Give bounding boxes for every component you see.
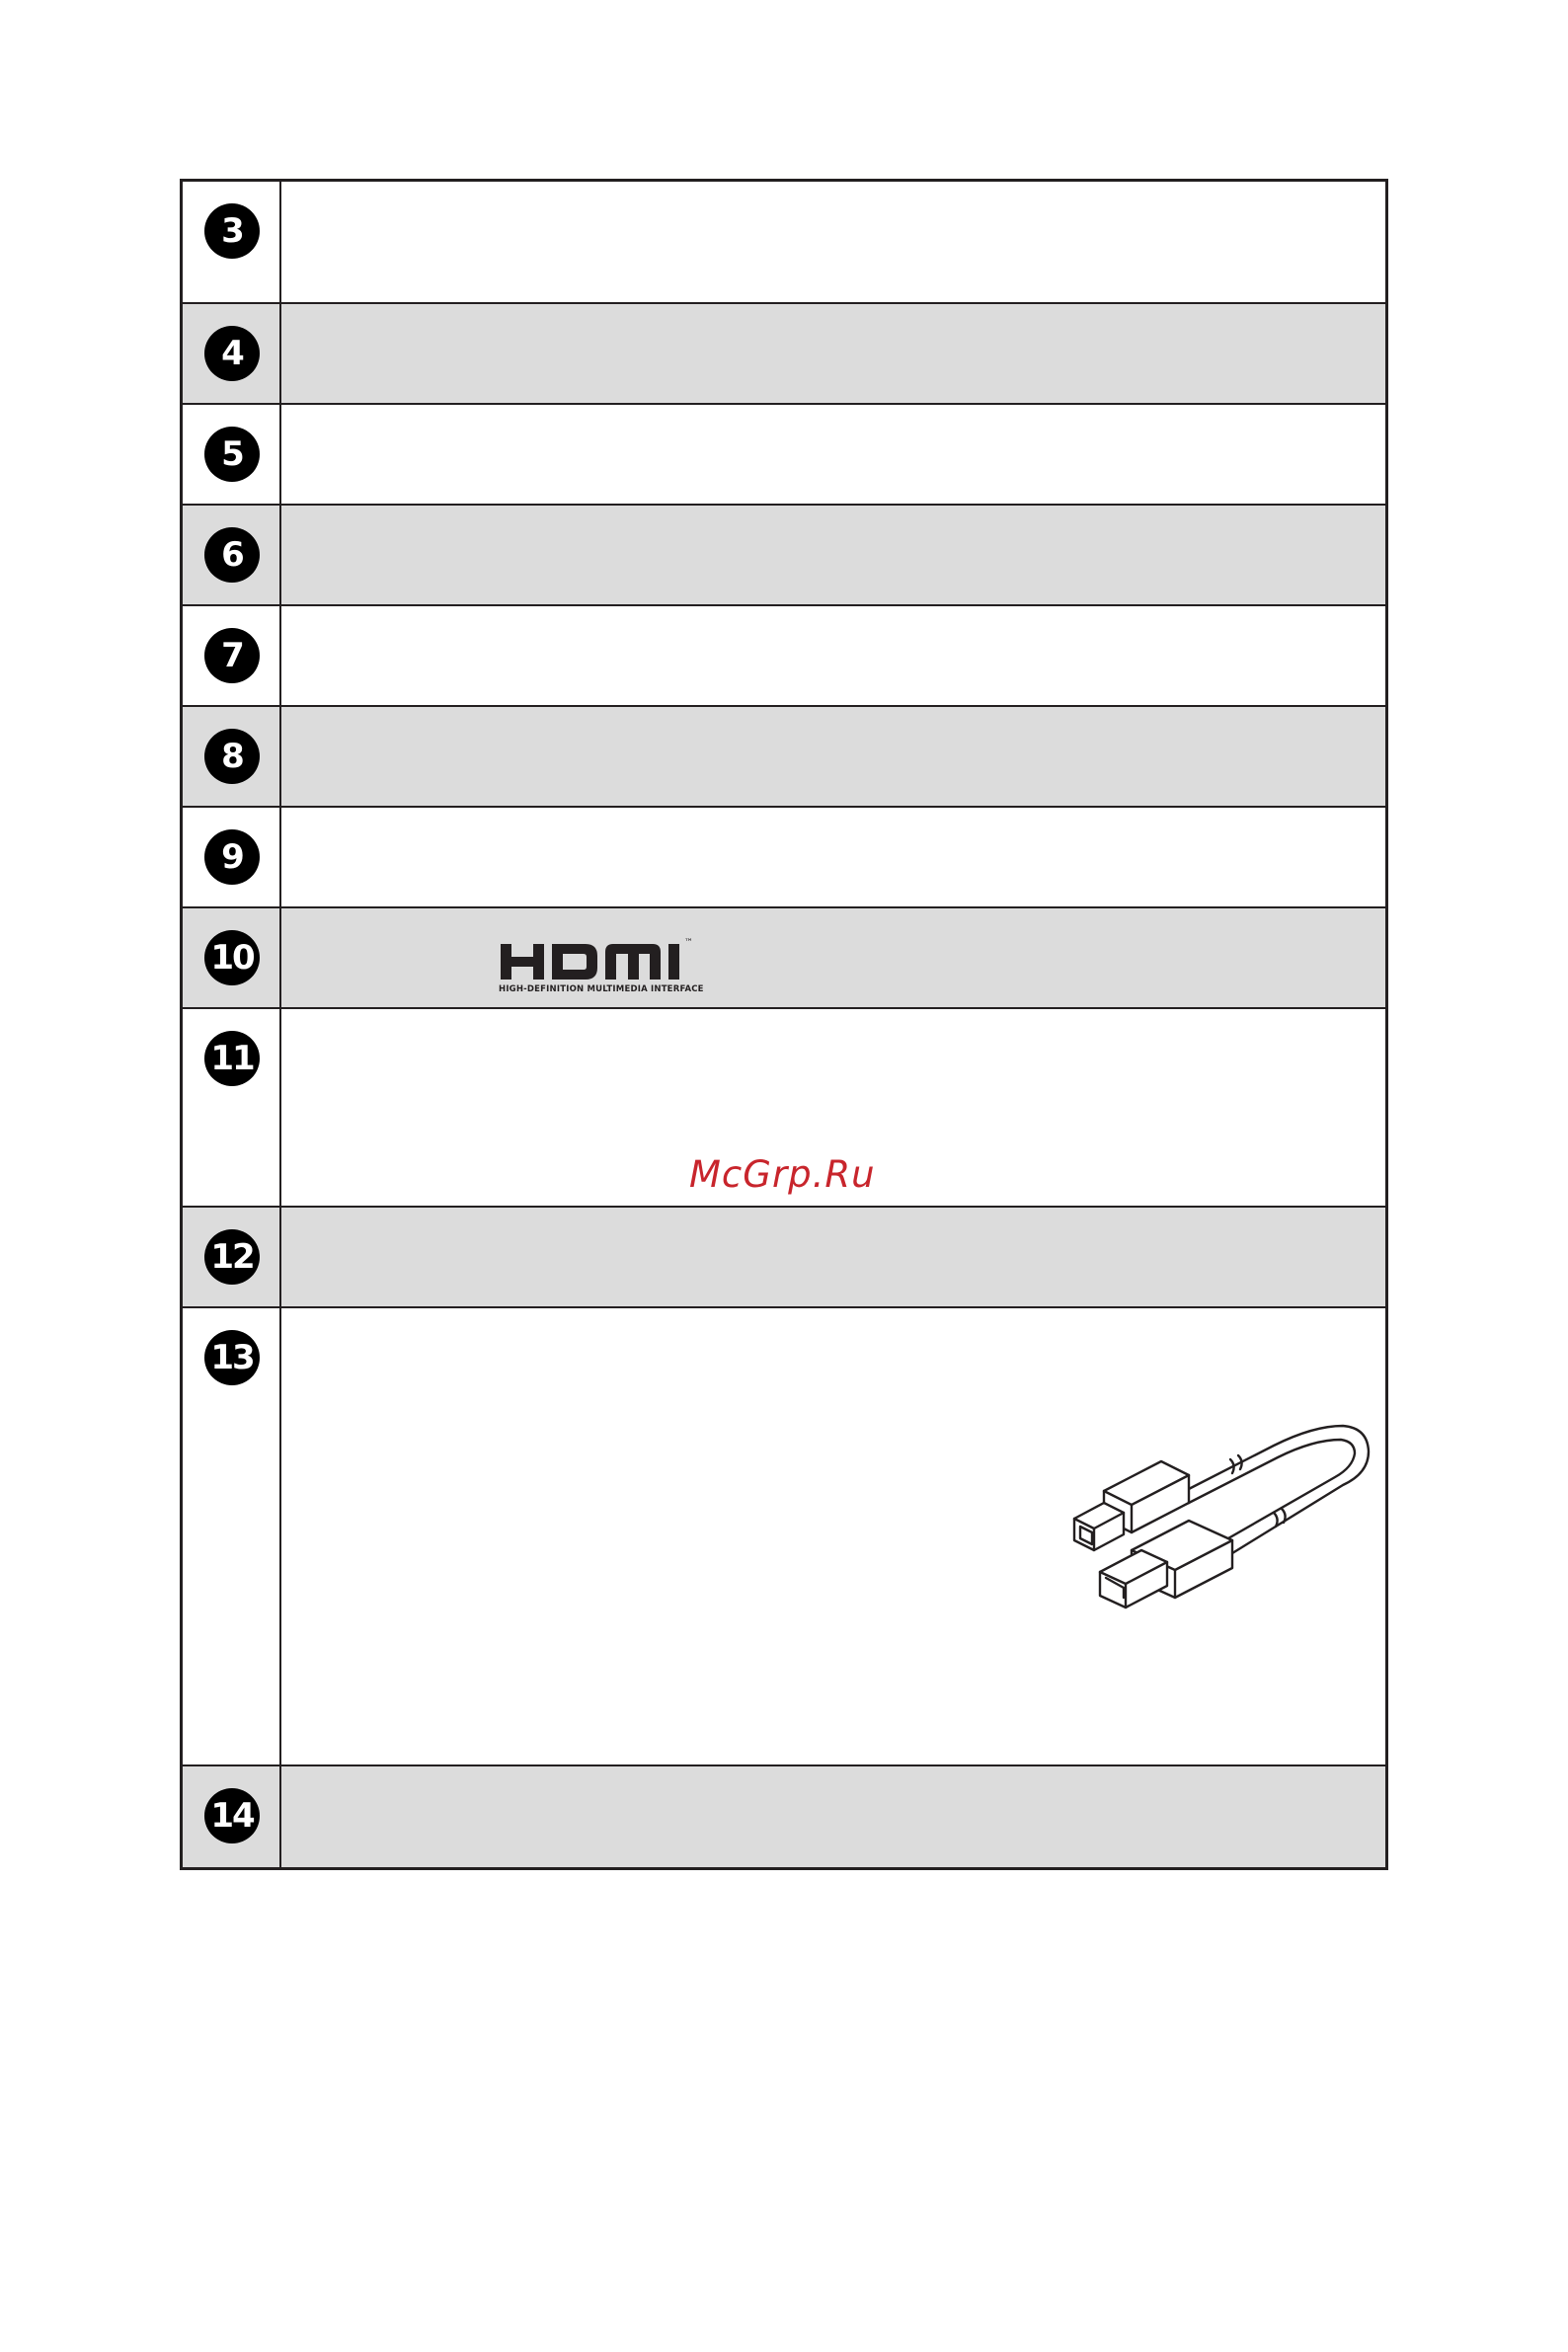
number-cell bbox=[183, 405, 281, 504]
number-cell bbox=[183, 182, 281, 302]
number-badge: 7 bbox=[204, 628, 260, 683]
table-row bbox=[183, 304, 1385, 405]
description-cell bbox=[281, 606, 1385, 705]
description-cell bbox=[281, 405, 1385, 504]
number-badge: 14 bbox=[204, 1788, 260, 1843]
hdmi-wordmark-graphic bbox=[499, 938, 716, 983]
number-badge: 6 bbox=[204, 527, 260, 583]
description-cell bbox=[281, 1208, 1385, 1306]
table-row bbox=[183, 1208, 1385, 1308]
number-cell bbox=[183, 808, 281, 906]
number-cell bbox=[183, 1766, 281, 1867]
number-badge: 3 bbox=[204, 203, 260, 259]
description-cell bbox=[281, 506, 1385, 604]
description-cell bbox=[281, 707, 1385, 806]
number-badge: 5 bbox=[204, 427, 260, 482]
table-row bbox=[183, 808, 1385, 908]
number-cell bbox=[183, 908, 281, 1007]
description-cell bbox=[281, 304, 1385, 403]
hdmi-logo bbox=[499, 938, 716, 997]
number-badge: 9 bbox=[204, 829, 260, 885]
table-row bbox=[183, 506, 1385, 606]
number-badge: 12 bbox=[204, 1229, 260, 1285]
usb-cable-icon bbox=[1066, 1402, 1372, 1629]
number-badge: 10 bbox=[204, 930, 260, 985]
table-row bbox=[183, 1766, 1385, 1867]
number-badge: 13 bbox=[204, 1330, 260, 1385]
number-cell bbox=[183, 707, 281, 806]
number-badge: 4 bbox=[204, 326, 260, 381]
number-cell bbox=[183, 304, 281, 403]
hdmi-subtitle: HIGH-DEFINITION MULTIMEDIA INTERFACE bbox=[499, 984, 704, 994]
description-cell bbox=[281, 808, 1385, 906]
table-row bbox=[183, 606, 1385, 707]
number-badge: 8 bbox=[204, 729, 260, 784]
table-row bbox=[183, 405, 1385, 506]
description-cell bbox=[281, 908, 1385, 1007]
number-cell bbox=[183, 1308, 281, 1764]
table-row bbox=[183, 182, 1385, 304]
description-cell bbox=[281, 182, 1385, 302]
description-cell bbox=[281, 1766, 1385, 1867]
table-row bbox=[183, 707, 1385, 808]
hdmi-trademark: ™ bbox=[684, 938, 693, 948]
number-cell bbox=[183, 1208, 281, 1306]
table-row bbox=[183, 908, 1385, 1009]
number-cell bbox=[183, 1009, 281, 1206]
number-badge: 11 bbox=[204, 1031, 260, 1086]
number-cell bbox=[183, 606, 281, 705]
watermark-text: McGrp.Ru bbox=[689, 1153, 876, 1196]
number-cell bbox=[183, 506, 281, 604]
